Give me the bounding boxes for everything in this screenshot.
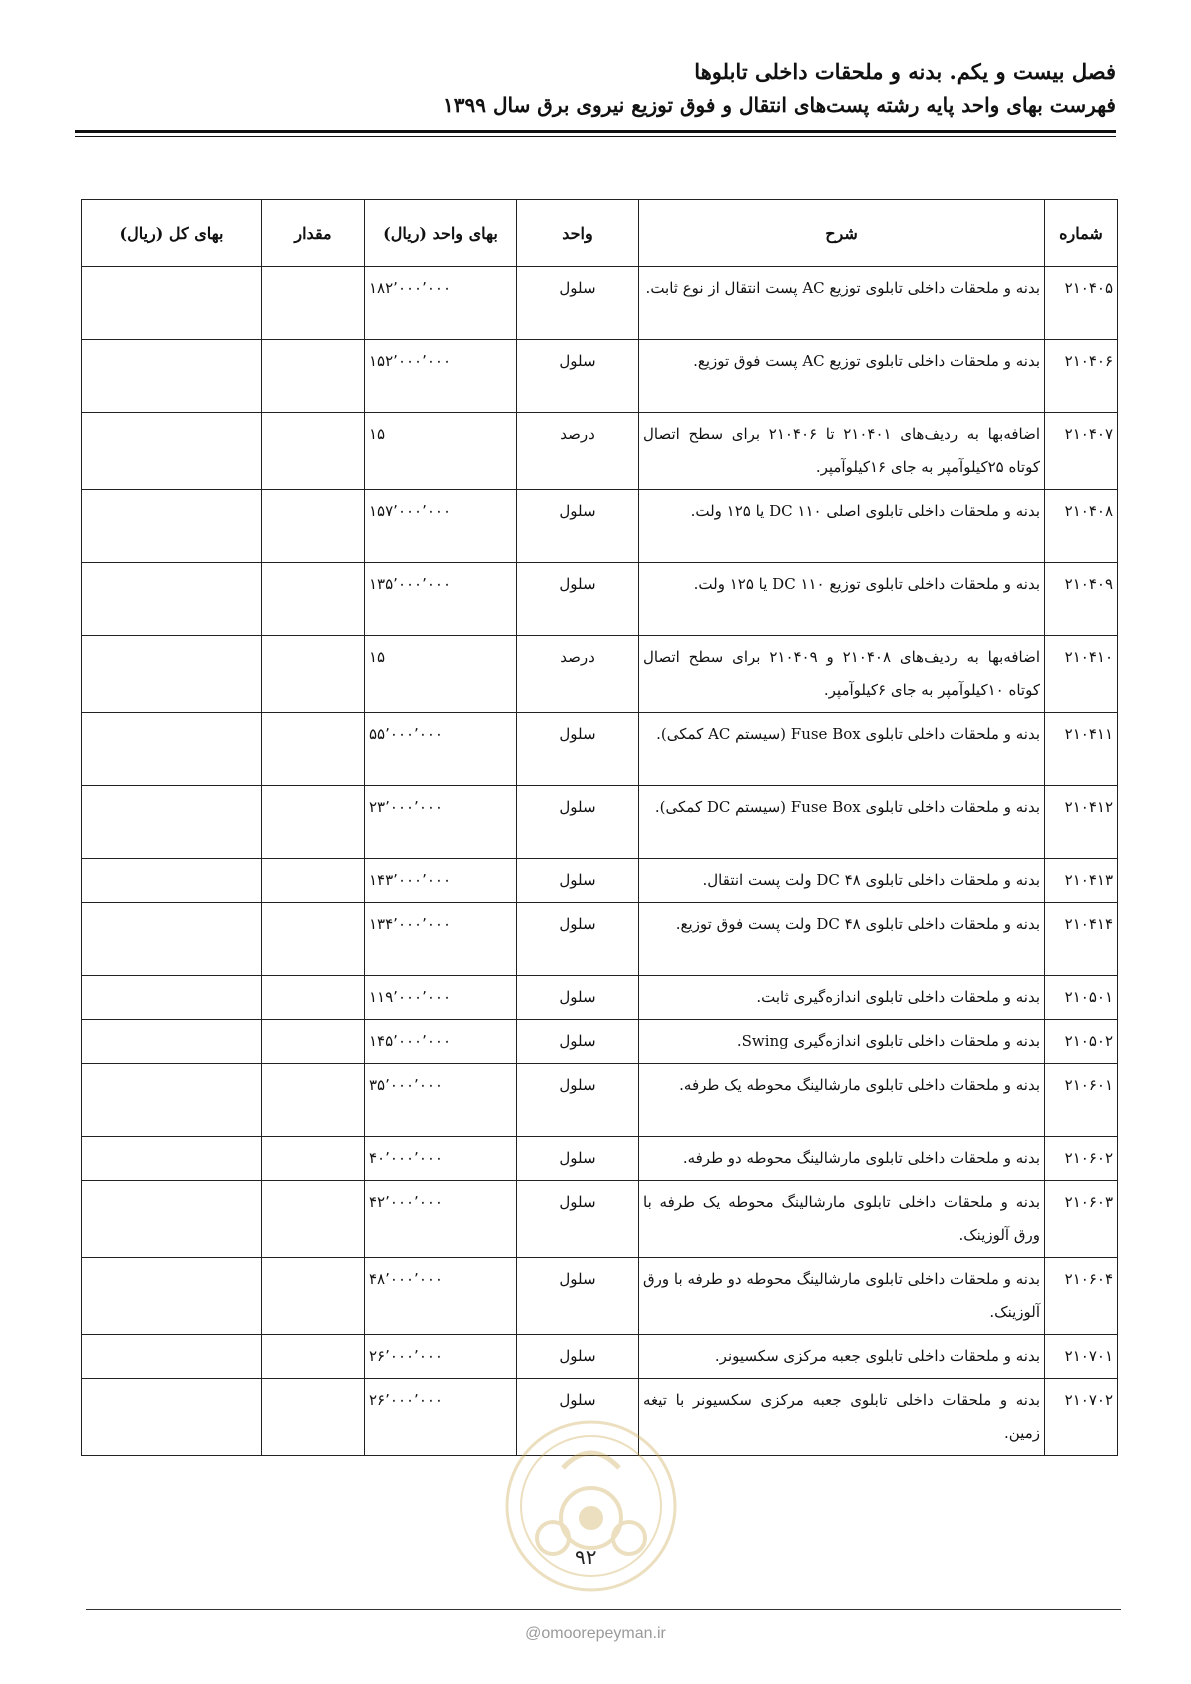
row-number: ۲۱۰۶۰۲ [1045, 1137, 1118, 1181]
row-number: ۲۱۰۴۰۸ [1045, 490, 1118, 563]
row-number: ۲۱۰۷۰۲ [1045, 1379, 1118, 1456]
row-total [82, 1064, 262, 1137]
row-quantity [262, 1258, 365, 1335]
row-quantity [262, 859, 365, 903]
row-unit-price: ۱۸۲٬۰۰۰٬۰۰۰ [365, 267, 517, 340]
row-description: بدنه و ملحقات داخلی تابلوی توزیع DC ۱۱۰ یا ۱۲۵ ولت. [639, 563, 1045, 636]
row-unit: سلول [517, 976, 639, 1020]
table-row [82, 1335, 1118, 1379]
row-total [82, 1020, 262, 1064]
row-description: اضافه‌بها به ردیف‌های ۲۱۰۴۰۱ تا ۲۱۰۴۰۶ برای سطح اتصال کوتاه ۲۵کیلوآمپر به جای ۱۶کیلوآمپر. [639, 413, 1045, 490]
row-unit: سلول [517, 267, 639, 340]
column-header-total: بهای کل (ریال) [82, 200, 262, 267]
row-unit-price: ۴۰٬۰۰۰٬۰۰۰ [365, 1137, 517, 1181]
table-header-row [82, 200, 1118, 267]
row-unit-price: ۴۲٬۰۰۰٬۰۰۰ [365, 1181, 517, 1258]
row-description: بدنه و ملحقات داخلی تابلوی مارشالینگ محوطه یک طرفه با ورق آلوزینک. [639, 1181, 1045, 1258]
row-unit: سلول [517, 713, 639, 786]
row-number: ۲۱۰۶۰۴ [1045, 1258, 1118, 1335]
row-number: ۲۱۰۵۰۲ [1045, 1020, 1118, 1064]
row-unit-price: ۲۶٬۰۰۰٬۰۰۰ [365, 1335, 517, 1379]
row-unit: سلول [517, 1137, 639, 1181]
row-unit-price: ۱۱۹٬۰۰۰٬۰۰۰ [365, 976, 517, 1020]
row-unit-price: ۱۵ [365, 413, 517, 490]
row-unit-price: ۱۴۳٬۰۰۰٬۰۰۰ [365, 859, 517, 903]
row-number: ۲۱۰۴۰۵ [1045, 267, 1118, 340]
row-total [82, 859, 262, 903]
row-unit-price: ۳۵٬۰۰۰٬۰۰۰ [365, 1064, 517, 1137]
page-number: ۹۲ [575, 1545, 597, 1569]
row-description: بدنه و ملحقات داخلی تابلوی توزیع AC پست فوق توزیع. [639, 340, 1045, 413]
row-description: بدنه و ملحقات داخلی تابلوی DC ۴۸ ولت پست فوق توزیع. [639, 903, 1045, 976]
table-row [82, 1020, 1118, 1064]
row-number: ۲۱۰۴۰۹ [1045, 563, 1118, 636]
column-header-unit-price: بهای واحد (ریال) [365, 200, 517, 267]
footer-rule [86, 1609, 1121, 1610]
row-description: بدنه و ملحقات داخلی تابلوی مارشالینگ محوطه یک طرفه. [639, 1064, 1045, 1137]
row-quantity [262, 903, 365, 976]
row-quantity [262, 563, 365, 636]
row-unit: سلول [517, 1379, 639, 1456]
row-quantity [262, 267, 365, 340]
row-unit-price: ۲۶٬۰۰۰٬۰۰۰ [365, 1379, 517, 1456]
row-quantity [262, 1020, 365, 1064]
row-total [82, 903, 262, 976]
row-number: ۲۱۰۴۰۶ [1045, 340, 1118, 413]
row-description: بدنه و ملحقات داخلی تابلوی DC ۴۸ ولت پست انتقال. [639, 859, 1045, 903]
row-unit-price: ۵۵٬۰۰۰٬۰۰۰ [365, 713, 517, 786]
row-description: بدنه و ملحقات داخلی تابلوی مارشالینگ محوطه دو طرفه با ورق آلوزینک. [639, 1258, 1045, 1335]
row-number: ۲۱۰۴۱۱ [1045, 713, 1118, 786]
row-total [82, 1181, 262, 1258]
row-quantity [262, 1181, 365, 1258]
row-unit: سلول [517, 340, 639, 413]
row-total [82, 490, 262, 563]
price-list-table [81, 199, 1118, 1456]
row-unit: سلول [517, 786, 639, 859]
column-header-unit: واحد [517, 200, 639, 267]
row-total [82, 636, 262, 713]
row-unit: سلول [517, 490, 639, 563]
row-total [82, 563, 262, 636]
row-number: ۲۱۰۴۱۳ [1045, 859, 1118, 903]
row-description: بدنه و ملحقات داخلی تابلوی Fuse Box (سیستم AC کمکی). [639, 713, 1045, 786]
row-total [82, 1335, 262, 1379]
row-unit: سلول [517, 563, 639, 636]
row-number: ۲۱۰۶۰۳ [1045, 1181, 1118, 1258]
row-unit: درصد [517, 413, 639, 490]
row-number: ۲۱۰۴۰۷ [1045, 413, 1118, 490]
table-row [82, 490, 1118, 563]
row-unit-price: ۱۳۵٬۰۰۰٬۰۰۰ [365, 563, 517, 636]
row-description: بدنه و ملحقات داخلی تابلوی اصلی DC ۱۱۰ یا ۱۲۵ ولت. [639, 490, 1045, 563]
table-row [82, 786, 1118, 859]
table-row [82, 713, 1118, 786]
row-unit: سلول [517, 1258, 639, 1335]
row-quantity [262, 1379, 365, 1456]
table-row [82, 1181, 1118, 1258]
row-description: بدنه و ملحقات داخلی تابلوی اندازه‌گیری Swing. [639, 1020, 1045, 1064]
column-header-description: شرح [639, 200, 1045, 267]
row-unit: سلول [517, 1181, 639, 1258]
table-row [82, 340, 1118, 413]
document-title: فهرست بهای واحد پایه رشته پست‌های انتقال و فوق توزیع نیروی برق سال ۱۳۹۹ [443, 93, 1116, 117]
row-unit-price: ۱۳۴٬۰۰۰٬۰۰۰ [365, 903, 517, 976]
header-rule-thin [75, 136, 1116, 137]
row-unit: سلول [517, 1020, 639, 1064]
row-description: بدنه و ملحقات داخلی تابلوی مارشالینگ محوطه دو طرفه. [639, 1137, 1045, 1181]
row-total [82, 413, 262, 490]
table-row [82, 903, 1118, 976]
row-unit-price: ۱۵ [365, 636, 517, 713]
row-unit-price: ۲۳٬۰۰۰٬۰۰۰ [365, 786, 517, 859]
row-quantity [262, 1335, 365, 1379]
table-row [82, 413, 1118, 490]
table-row [82, 976, 1118, 1020]
row-total [82, 1379, 262, 1456]
table-row [82, 636, 1118, 713]
row-number: ۲۱۰۵۰۱ [1045, 976, 1118, 1020]
row-description: اضافه‌بها به ردیف‌های ۲۱۰۴۰۸ و ۲۱۰۴۰۹ برای سطح اتصال کوتاه ۱۰کیلوآمپر به جای ۶کیلوآمپر. [639, 636, 1045, 713]
column-header-number: شماره [1045, 200, 1118, 267]
row-description: بدنه و ملحقات داخلی تابلوی جعبه مرکزی سکسیونر با تیغه زمین. [639, 1379, 1045, 1456]
row-unit-price: ۱۵۲٬۰۰۰٬۰۰۰ [365, 340, 517, 413]
row-number: ۲۱۰۷۰۱ [1045, 1335, 1118, 1379]
row-unit-price: ۱۴۵٬۰۰۰٬۰۰۰ [365, 1020, 517, 1064]
row-description: بدنه و ملحقات داخلی تابلوی توزیع AC پست انتقال از نوع ثابت. [639, 267, 1045, 340]
row-number: ۲۱۰۶۰۱ [1045, 1064, 1118, 1137]
table-row [82, 563, 1118, 636]
row-unit-price: ۴۸٬۰۰۰٬۰۰۰ [365, 1258, 517, 1335]
row-quantity [262, 1064, 365, 1137]
row-quantity [262, 786, 365, 859]
chapter-title: فصل بیست و یکم. بدنه و ملحقات داخلی تابلوها [694, 59, 1116, 84]
table-row [82, 1258, 1118, 1335]
row-number: ۲۱۰۴۱۲ [1045, 786, 1118, 859]
row-description: بدنه و ملحقات داخلی تابلوی Fuse Box (سیستم DC کمکی). [639, 786, 1045, 859]
row-number: ۲۱۰۴۱۴ [1045, 903, 1118, 976]
row-total [82, 1137, 262, 1181]
row-quantity [262, 1137, 365, 1181]
row-unit-price: ۱۵۷٬۰۰۰٬۰۰۰ [365, 490, 517, 563]
row-description: بدنه و ملحقات داخلی تابلوی جعبه مرکزی سکسیونر. [639, 1335, 1045, 1379]
row-total [82, 713, 262, 786]
row-quantity [262, 340, 365, 413]
row-quantity [262, 636, 365, 713]
table-row [82, 1064, 1118, 1137]
table-row [82, 1137, 1118, 1181]
row-quantity [262, 976, 365, 1020]
row-quantity [262, 713, 365, 786]
row-unit: سلول [517, 903, 639, 976]
row-description: بدنه و ملحقات داخلی تابلوی اندازه‌گیری ثابت. [639, 976, 1045, 1020]
row-total [82, 267, 262, 340]
page-header [75, 55, 1116, 121]
row-number: ۲۱۰۴۱۰ [1045, 636, 1118, 713]
row-total [82, 976, 262, 1020]
table-row [82, 267, 1118, 340]
row-unit: سلول [517, 859, 639, 903]
header-rule-thick [75, 130, 1116, 133]
row-total [82, 1258, 262, 1335]
row-unit: درصد [517, 636, 639, 713]
row-unit: سلول [517, 1335, 639, 1379]
column-header-quantity: مقدار [262, 200, 365, 267]
row-total [82, 786, 262, 859]
row-total [82, 340, 262, 413]
row-quantity [262, 490, 365, 563]
table-row [82, 859, 1118, 903]
row-quantity [262, 413, 365, 490]
watermark-text: @omoorepeyman.ir [525, 1625, 666, 1642]
row-unit: سلول [517, 1064, 639, 1137]
